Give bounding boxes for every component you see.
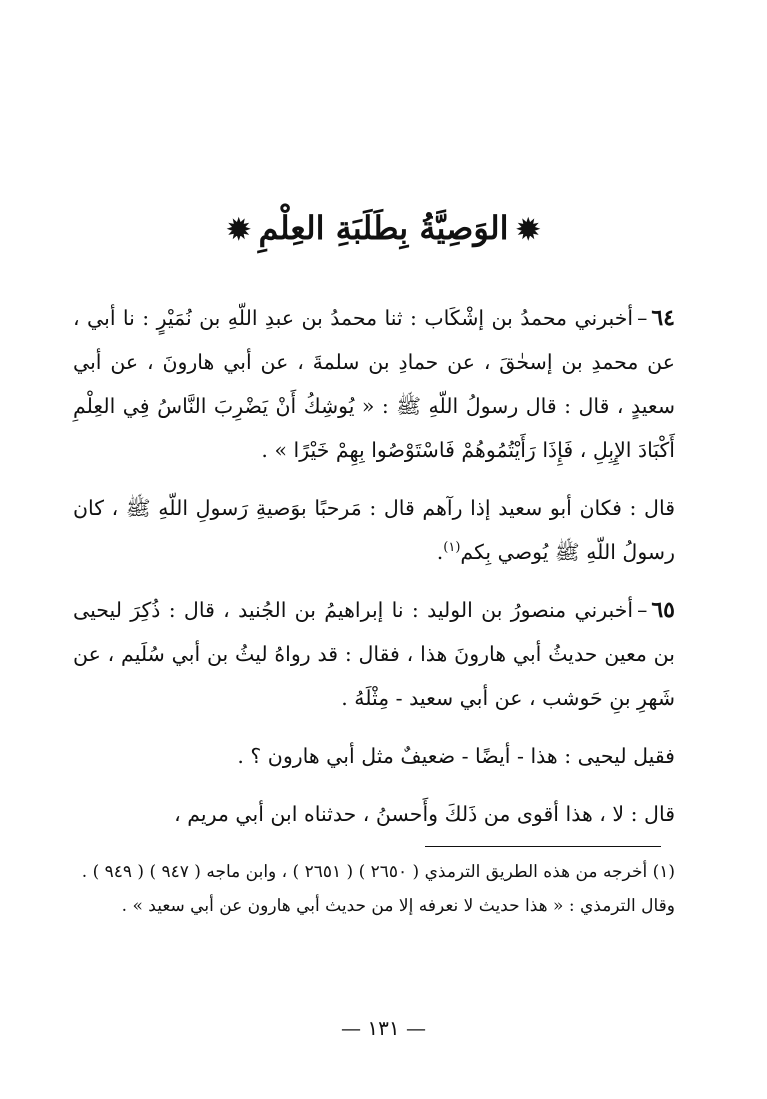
footnote-1-continued: وقال الترمذي : « هذا حديث لا نعرفه إلا من حديث أبي هارون عن أبي سعيد » . xyxy=(121,896,675,916)
hadith-65-paragraph-3 xyxy=(73,792,675,836)
sentence-end: . xyxy=(436,540,444,564)
hadith-number: ٦٥ xyxy=(651,597,675,623)
ornament-star-icon: ✹ xyxy=(227,213,251,246)
hadith-65-paragraph-1: ٦٥–أخبرني منصورُ بن الوليد : نا إبراهيمُ بن الجُنيد ، قال : ذُكِرَ ليحيى بن معين حديثُ أبي هارونَ هذا ، فقال : قد رواهُ ليثُ بن أبي سُلَيم ، عن شَهرِ بنِ حَوشب ، عن أبي سعيد - مِثْلَهُ . xyxy=(73,597,675,710)
main-text xyxy=(73,296,675,844)
footnote-1: (١) أخرجه من هذه الطريق الترمذي ( ٢٦٥٠ ) ( ٢٦٥١ ) ، وابن ماجه ( ٩٤٧ ) ( ٩٤٩ ) . xyxy=(81,862,675,882)
chapter-title: الوَصِيَّةُ بِطَلَبَةِ العِلْمِ xyxy=(258,209,509,247)
footnotes xyxy=(75,855,675,923)
hadith-text: فقيل ليحيى : هذا - أيضًا - ضعيفٌ مثل أبي هارون ؟ . xyxy=(237,744,675,768)
hadith-text: قال : لا ، هذا أقوى من ذَلكَ وأَحسنُ ، حدثناه ابن أبي مريم ، xyxy=(174,802,675,826)
chapter-heading xyxy=(0,198,767,260)
footnote-divider xyxy=(425,846,661,847)
hadith-text: قال : فكان أبو سعيد إذا رآهم قال : مَرحبًا بوَصيةِ رَسولِ اللّهِ ﷺ ، كان رسولُ اللّهِ ﷺ يُوصي بِكم xyxy=(73,496,675,564)
footnote-reference[interactable]: (١) xyxy=(443,540,461,556)
ornament-star-icon: ✹ xyxy=(516,213,540,246)
hadith-64-paragraph-1: ٦٤–أخبرني محمدُ بن إشْكَاب : ثنا محمدُ بن عبدِ اللّهِ بن نُمَيْرٍ : نا أبي ، عن محمدِ بن إسحٰقَ ، عن حمادِ بن سلمةَ ، عن أبي هارونَ ، عن أبي سعيدٍ ، قال : قال رسولُ اللّهِ ﷺ : « يُوشِكُ أَنْ يَضْرِبَ النَّاسُ فِي العِلْمِ أَكْبَادَ الإِبِلِ ، فَإِذَا رَأَيْتُمُوهُمْ فَاسْتَوْصُوا بِهِمْ خَيْرًا » . xyxy=(73,305,675,462)
hadith-65-paragraph-2 xyxy=(73,734,675,778)
hadith-text: أخبرني محمدُ بن إشْكَاب : ثنا محمدُ بن عبدِ اللّهِ بن نُمَيْرٍ : نا أبي ، عن محمدِ بن إسحٰقَ ، عن حمادِ بن سلمةَ ، عن أبي هارونَ ، عن أبي سعيدٍ ، قال : قال رسولُ اللّهِ ﷺ : « يُوشِكُ أَنْ يَضْرِبَ النَّاسُ فِي العِلْمِ أَكْبَادَ الإِبِلِ ، فَإِذَا رَأَيْتُمُوهُمْ فَاسْتَوْصُوا بِهِمْ خَيْرًا » . xyxy=(73,306,675,462)
hadith-number: ٦٤ xyxy=(651,305,675,331)
hadith-64-paragraph-2 xyxy=(73,486,675,574)
hadith-text: أخبرني منصورُ بن الوليد : نا إبراهيمُ بن الجُنيد ، قال : ذُكِرَ ليحيى بن معين حديثُ أبي هارونَ هذا ، فقال : قد رواهُ ليثُ بن أبي سُلَيم ، عن شَهرِ بنِ حَوشب ، عن أبي سعيد - مِثْلَهُ . xyxy=(73,598,675,710)
page-number: — ١٣١ — xyxy=(341,1016,426,1040)
